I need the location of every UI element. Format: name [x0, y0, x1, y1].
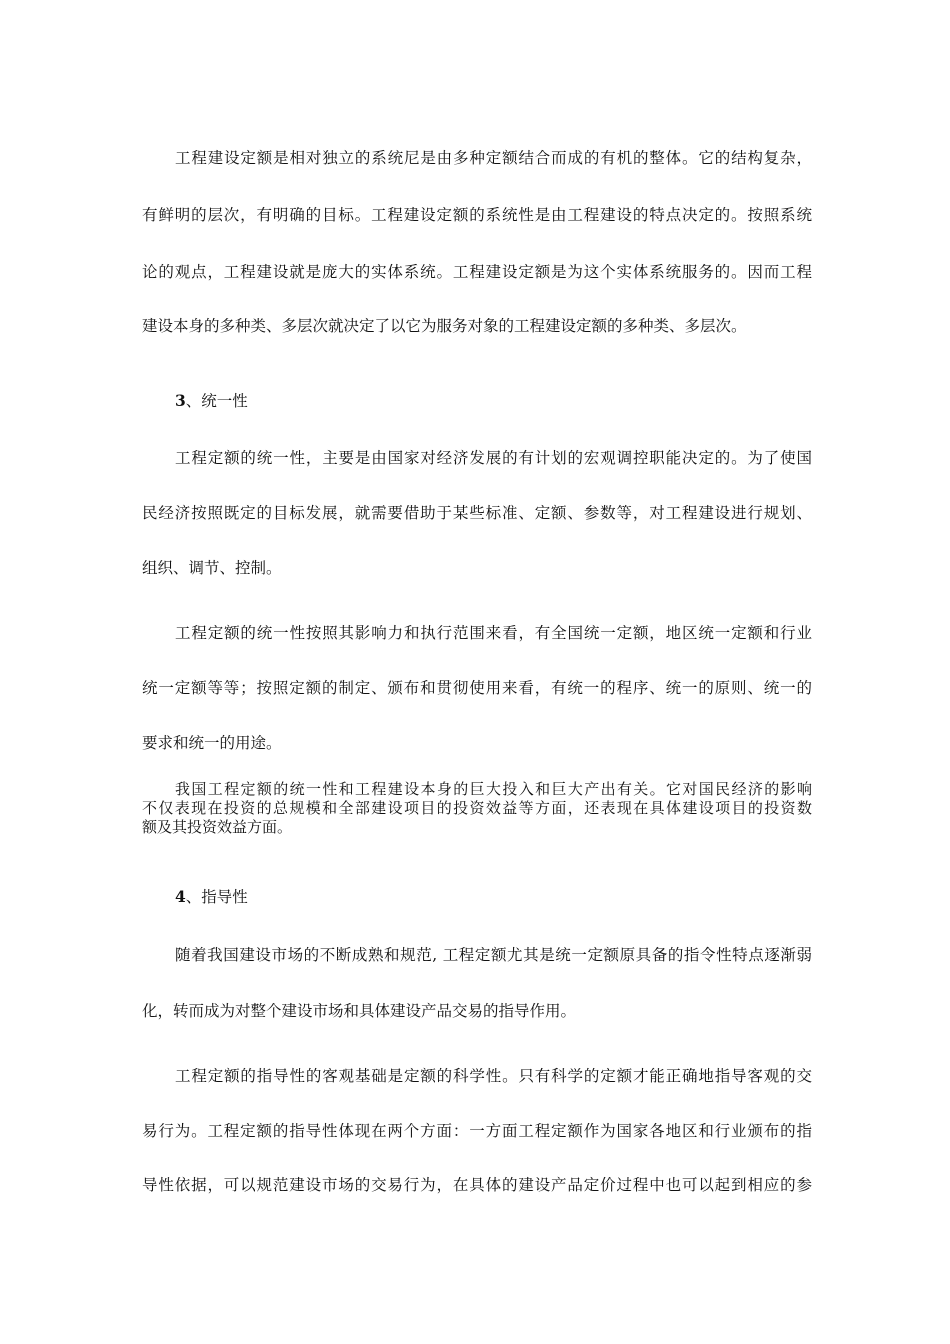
section-heading-3	[175, 391, 248, 411]
paragraph-line: 工程定额的统一性，主要是由国家对经济发展的有计划的宏观调控职能决定的。为了使国	[175, 449, 812, 467]
paragraph-line: 民经济按照既定的目标发展，就需要借助于某些标准、定额、参数等，对工程建设进行规划、	[142, 504, 812, 522]
paragraph-line: 化，转而成为对整个建设市场和具体建设产品交易的指导作用。	[142, 1002, 577, 1020]
section-title: 、统一性	[185, 392, 248, 410]
paragraph-line: 论的观点，工程建设就是庞大的实体系统。工程建设定额是为这个实体系统服务的。因而工程	[142, 263, 812, 281]
paragraph-line: 导性依据，可以规范建设市场的交易行为，在具体的建设产品定价过程中也可以起到相应的参	[142, 1176, 812, 1194]
paragraph-line: 额及其投资效益方面。	[142, 818, 293, 836]
compact-paragraph	[142, 780, 812, 837]
paragraph-line: 我国工程定额的统一性和工程建设本身的巨大投入和巨大产出有关。它对国民经济的影响	[175, 780, 812, 798]
paragraph-line: 工程定额的统一性按照其影响力和执行范围来看，有全国统一定额，地区统一定额和行业	[175, 624, 812, 642]
paragraph-line: 不仅表现在投资的总规模和全部建设项目的投资效益等方面，还表现在具体建设项目的投资数	[142, 799, 812, 817]
section-number: 4	[175, 887, 186, 906]
section-number: 3	[175, 391, 186, 410]
paragraph-line: 有鲜明的层次，有明确的目标。工程建设定额的系统性是由工程建设的特点决定的。按照系统	[142, 206, 812, 224]
paragraph-line: 建设本身的多种类、多层次就决定了以它为服务对象的工程建设定额的多种类、多层次。	[142, 317, 747, 335]
paragraph-line: 工程建设定额是相对独立的系统尼是由多种定额结合而成的有机的整体。它的结构复杂，	[175, 149, 812, 167]
paragraph-line: 随着我国建设市场的不断成熟和规范, 工程定额尤其是统一定额原具备的指令性特点逐渐弱	[175, 946, 812, 964]
paragraph-line: 组织、调节、控制。	[142, 559, 282, 577]
paragraph-line: 统一定额等等；按照定额的制定、颁布和贯彻使用来看，有统一的程序、统一的原则、统一的	[142, 679, 812, 697]
section-heading-4	[175, 887, 248, 907]
section-title: 、指导性	[185, 888, 248, 906]
paragraph-line: 要求和统一的用途。	[142, 734, 282, 752]
paragraph-line: 易行为。工程定额的指导性体现在两个方面：一方面工程定额作为国家各地区和行业颁布的指	[142, 1122, 812, 1140]
paragraph-line: 工程定额的指导性的客观基础是定额的科学性。只有科学的定额才能正确地指导客观的交	[175, 1067, 812, 1085]
